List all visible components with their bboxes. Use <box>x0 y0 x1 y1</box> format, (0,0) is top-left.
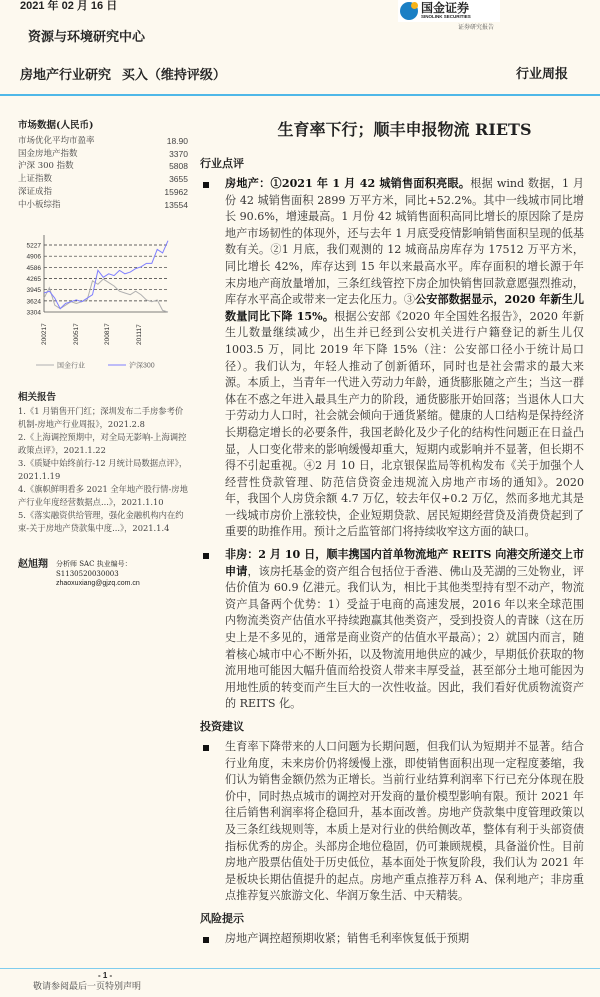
research-center: 资源与环境研究中心 <box>28 30 146 45</box>
logo-en: SINOLINK SECURITIES <box>421 14 471 19</box>
market-data <box>18 120 188 212</box>
label: 上证指数 <box>18 174 53 185</box>
paragraph-real-estate <box>225 176 584 541</box>
bullet-icon <box>203 745 209 751</box>
bullet-icon <box>203 937 209 943</box>
bold-text: 非房：2 月 10 日，顺丰携国内首单物流地产 REITS 向港交所递交上市申请 <box>225 548 584 578</box>
label: 沪深 300 指数 <box>18 161 74 172</box>
report-type: 行业周报 <box>515 67 568 82</box>
paragraph-risk: 房地产调控超预期收紧；销售毛利率恢复低于预期 <box>225 931 470 945</box>
section-review: 行业点评 <box>200 157 244 170</box>
paragraph-invest: 生育率下降带来的人口问题为长期问题，但我们认为短期并不显著。结合行业角度，未来房价仍将缓慢上涨，即使销售面积出现一定程度萎缩，我们认为销售金额仍然为正增长。当前行业结算利润率下行已充分体现在股价中，同时热点城市的调控对开发商的量价模型影响有限。预计 2021 年往后销售利润率将企稳回升，基本面改善。房地产贷款集中度管理政策以及三条红线规则等，本质上是对行业的供给侧改革，整体有利于头部资债指标优秀的房企。头部房企地位稳固，仍可兼顾规模，具备溢价性。目前房地产股票估值处于历史低位，基本面处于恢复阶段，我们认为 2021 年是板块长期估值提升的起点。房地产重点推荐万科 A、保利地产；非房重点推荐复兴旅游文化、华润万象生活、中天精装。 <box>225 740 584 903</box>
risk-item <box>225 931 584 948</box>
label: 深证成指 <box>18 186 53 197</box>
value: 13554 <box>164 199 188 210</box>
value: 15962 <box>164 186 188 197</box>
industry-rating: 房地产行业研究 买入（维持评级） <box>20 67 226 82</box>
x-tick-label: 200517 <box>73 322 80 345</box>
bullet-icon <box>203 553 209 559</box>
label: 市场优化平均市盈率 <box>18 135 95 146</box>
page-header <box>0 0 600 96</box>
y-tick-label: 3945 <box>26 286 41 294</box>
sinolink-logo <box>398 0 500 22</box>
section-risk: 风险提示 <box>200 911 244 925</box>
related-report-link[interactable]: 4.《旗帜鲜明看多 2021 全年地产股行情-房地产行业年度经营数据点...》，2021.1.10 <box>18 483 188 507</box>
x-tick-label: 200217 <box>41 322 48 345</box>
page-footer <box>0 968 600 997</box>
section-invest: 投资建议 <box>200 720 244 733</box>
series-line <box>44 240 168 308</box>
y-tick-label: 3624 <box>26 297 41 305</box>
market-row <box>18 186 188 199</box>
market-row <box>18 199 188 212</box>
y-tick-label: 4586 <box>26 264 41 272</box>
market-row <box>18 160 188 173</box>
analyst-cert: 分析师 SAC 执业编号：S1130520030003 <box>56 559 132 578</box>
y-tick-label: 3304 <box>26 309 41 317</box>
paragraph-non-real-estate <box>225 547 584 713</box>
bullet-icon <box>203 182 209 188</box>
related-report-link[interactable]: 2.《上海调控预期中，对全局无影响-上海调控政策点评》，2021.1.22 <box>18 431 187 455</box>
related-report-link[interactable]: 3.《质疑中始终前行-12 月统计局数据点评》，2021.1.19 <box>18 457 188 481</box>
legend-label: 沪深300 <box>129 362 155 370</box>
series-line <box>44 279 168 312</box>
analyst-email[interactable]: zhaoxuxiang@gjzq.com.cn <box>56 579 140 587</box>
footer-notice: 敬请参阅最后一页特别声明 <box>33 981 142 992</box>
related-report-link[interactable]: 5.《落实融资供给管理，强化金融机构内在约束-关于房地产贷款集中度...》，2021.1.4 <box>18 509 184 533</box>
analyst-info <box>18 559 188 589</box>
logo-subtitle: 证券研究报告 <box>458 24 495 31</box>
report-date: 2021 年 02 月 16 日 <box>20 0 118 12</box>
related-report-link[interactable]: 1.《1 月销售开门红；深圳发布二手房参考价机制-房地产行业周报》，2021.2.8 <box>18 405 184 429</box>
x-tick-label: 201117 <box>136 323 143 345</box>
text: 根据 wind 数据，1 月份 42 城销售面积 2899 万平方米，同比+52.2%。其中一线城市同比增长 90.6%，增速最高。1 月份 42 城销售面积高同比增长的原因除了是房地产市场韧性的体现外，还与去年 1 月底受疫情影响销售面积呈现的低基数有关。②1 月底，我们观测的 12 城商品房库存为 17512 万平方米，同比增长 42%，库存达到 15 年以来最高水平。库存面积的增长源于年末房地产商放量增加，三条红线管控下房企加快销售回款意愿强烈推动，库存水平高企或带来一定去化压力。③ <box>225 177 584 307</box>
bold-text: 房地产：①2021 年 1 月 42 城销售面积亮眼。 <box>225 177 471 190</box>
y-tick-label: 4265 <box>26 275 41 283</box>
index-chart <box>0 222 195 377</box>
label: 中小板综指 <box>18 199 61 210</box>
market-data-title: 市场数据(人民币) <box>18 120 94 131</box>
analyst-name: 赵旭翔 <box>18 558 48 570</box>
value: 5808 <box>169 161 188 172</box>
legend-label: 国金行业 <box>57 362 85 370</box>
value: 3370 <box>169 148 188 159</box>
report-title: 生育率下行；顺丰申报物流 RIETS <box>277 120 532 139</box>
related-reports <box>18 391 188 535</box>
main-column <box>200 120 584 954</box>
logo-mark-icon <box>400 2 418 20</box>
page-number: - 1 - <box>98 970 113 980</box>
value: 18.90 <box>166 135 188 146</box>
text: 根据公安部《2020 年全国姓名报告》，2020 年新生儿数量继续减少，出生并已经到公安机关进行户籍登记的新生儿仅 1003.5 万，同比 2019 年下降 15%（注：公安部口径小于统计局口径）。我们认为，年轻人推动了创新循环，同时也是社会需求的最大来源。本质上，当青年一代进入劳动力年龄，通货膨胀随之产生；当这一群体在不惑之年进入最具生产力的阶段，通货膨胀开始回落；当退休人口大于劳动力人口时，社会就会倾向于通货紧缩。健康的人口结构是保持经济长期稳定增长的必要条件，我国老龄化及少子化的结构性问题正在日益凸显，人口变化带来的影响缓慢却重大，短期内或影响并不显著，但长期不得不引起重视。④2 月 10 日，北京银保监局等机构发布《关于加强个人经营性贷款管理、防范信贷资金违规流入房地产市场的通知》。2020 年，我国个人房贷余额 4.7 万亿，较去年仅+0.2 万亿，然而多地尤其是一线城市房价上涨较快，企业短期贷款、居民短期经营贷及消费贷起到了重要的助推作用。预计之后监管部门将持续收窄这方面的缺口。 <box>225 309 584 539</box>
header-divider <box>0 94 600 96</box>
sidebar <box>18 120 188 954</box>
label: 国金房地产指数 <box>18 148 78 159</box>
text: ，该房托基金的资产组合包括位于香港、佛山及芜湖的三处物业，评估价值为 60.9 亿港元。我们认为，相比于其他类型持有型不动产，物流资产具备两个优势：1）受益于电商的高速发展，2016 年以来全球范围内物流类资产估值水平持续跑赢其他类资产，受到投资人的青睐（这在历史上是不多见的，通常是商业资产的估值水平最高）；2）就国内而言，随着核心城市中心不断外拓，以及物流用地供应的减少，早期低价获取的物流用地可能因大幅升值而给投资人带来丰厚受益，甚至部分土地可能因为用地性质的转变而产生巨大的一次性收益。因此，我们看好优质物流资产的 REITS 化。 <box>225 564 584 711</box>
market-row <box>18 148 188 161</box>
x-tick-label: 200817 <box>104 322 111 345</box>
value: 3655 <box>169 174 188 185</box>
market-row <box>18 173 188 186</box>
logo-cn: 国金证券 <box>421 1 470 15</box>
market-row <box>18 135 188 148</box>
y-tick-label: 5227 <box>26 242 41 250</box>
review-item <box>225 547 584 713</box>
y-tick-label: 4906 <box>26 253 41 261</box>
content <box>0 96 600 954</box>
related-title: 相关报告 <box>18 391 57 403</box>
review-item <box>225 176 584 541</box>
invest-item <box>225 739 584 905</box>
bold-text: 公安部数据显示，2020 年新生儿数量同比下降 15%。 <box>225 293 584 323</box>
